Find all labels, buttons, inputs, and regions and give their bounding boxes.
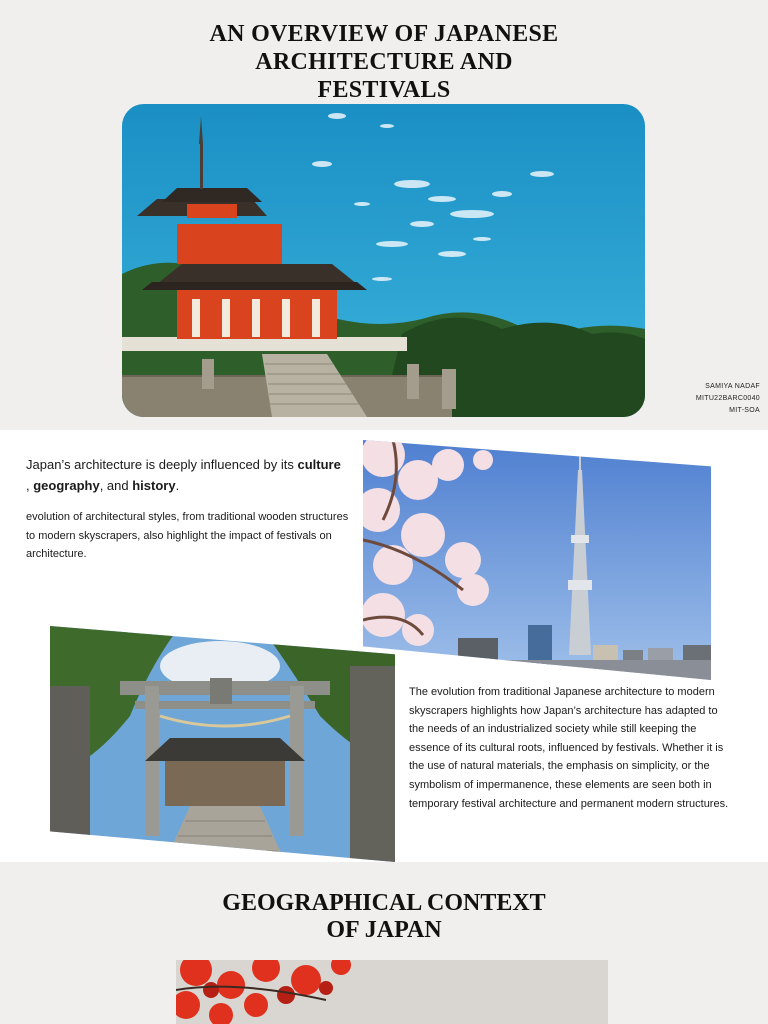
section-title-line-1: GEOGRAPHICAL CONTEXT — [222, 890, 546, 916]
intro-lead-text: Japan’s architecture is deeply influenced by its — [26, 457, 298, 472]
body-paragraph: The evolution from traditional Japanese architecture to modern skyscrapers highlights how Japan’s architecture has adapted to the needs of an industrialized society while still keeping the essence of its cultural roots, influenced by festivals. Whether it is the use of natural materials, the emphasis on simplicity, or the symbolism of impermanence, these elements are seen both in temporary festival architecture and permanent modern structures. — [409, 686, 729, 810]
cover-section — [0, 0, 768, 430]
title-line-1: AN OVERVIEW OF JAPANESE — [209, 21, 559, 47]
author-block — [696, 381, 760, 417]
overview-section — [0, 430, 768, 862]
title-line-2: ARCHITECTURE AND — [255, 49, 513, 75]
intro-end: . — [175, 478, 180, 493]
keyword-history: history — [132, 478, 176, 493]
intro-sep-2: , and — [99, 478, 133, 493]
shrine-torii-photo — [50, 626, 395, 862]
author-id: MITU22BARC0040 — [695, 395, 760, 402]
intro-sep-1: , — [26, 478, 34, 493]
keyword-geography: geography — [33, 478, 100, 493]
skytree-photo — [363, 440, 711, 680]
intro-lead — [26, 454, 346, 496]
keyword-culture: culture — [297, 457, 341, 472]
intro-subtext: evolution of architectural styles, from traditional wooden structures to modern skyscrapers, also highlight the impact of festivals on architecture. — [26, 511, 349, 560]
title-line-3: FESTIVALS — [317, 77, 451, 103]
page-title — [160, 20, 608, 104]
author-name: SAMIYA NADAF — [705, 383, 760, 390]
section-title — [200, 890, 568, 944]
section-title-line-2: OF JAPAN — [326, 917, 442, 943]
geography-section — [0, 862, 768, 1024]
pagoda-photo — [122, 104, 645, 417]
author-school: MIT-SOA — [729, 407, 760, 414]
maple-photo — [176, 960, 608, 1024]
